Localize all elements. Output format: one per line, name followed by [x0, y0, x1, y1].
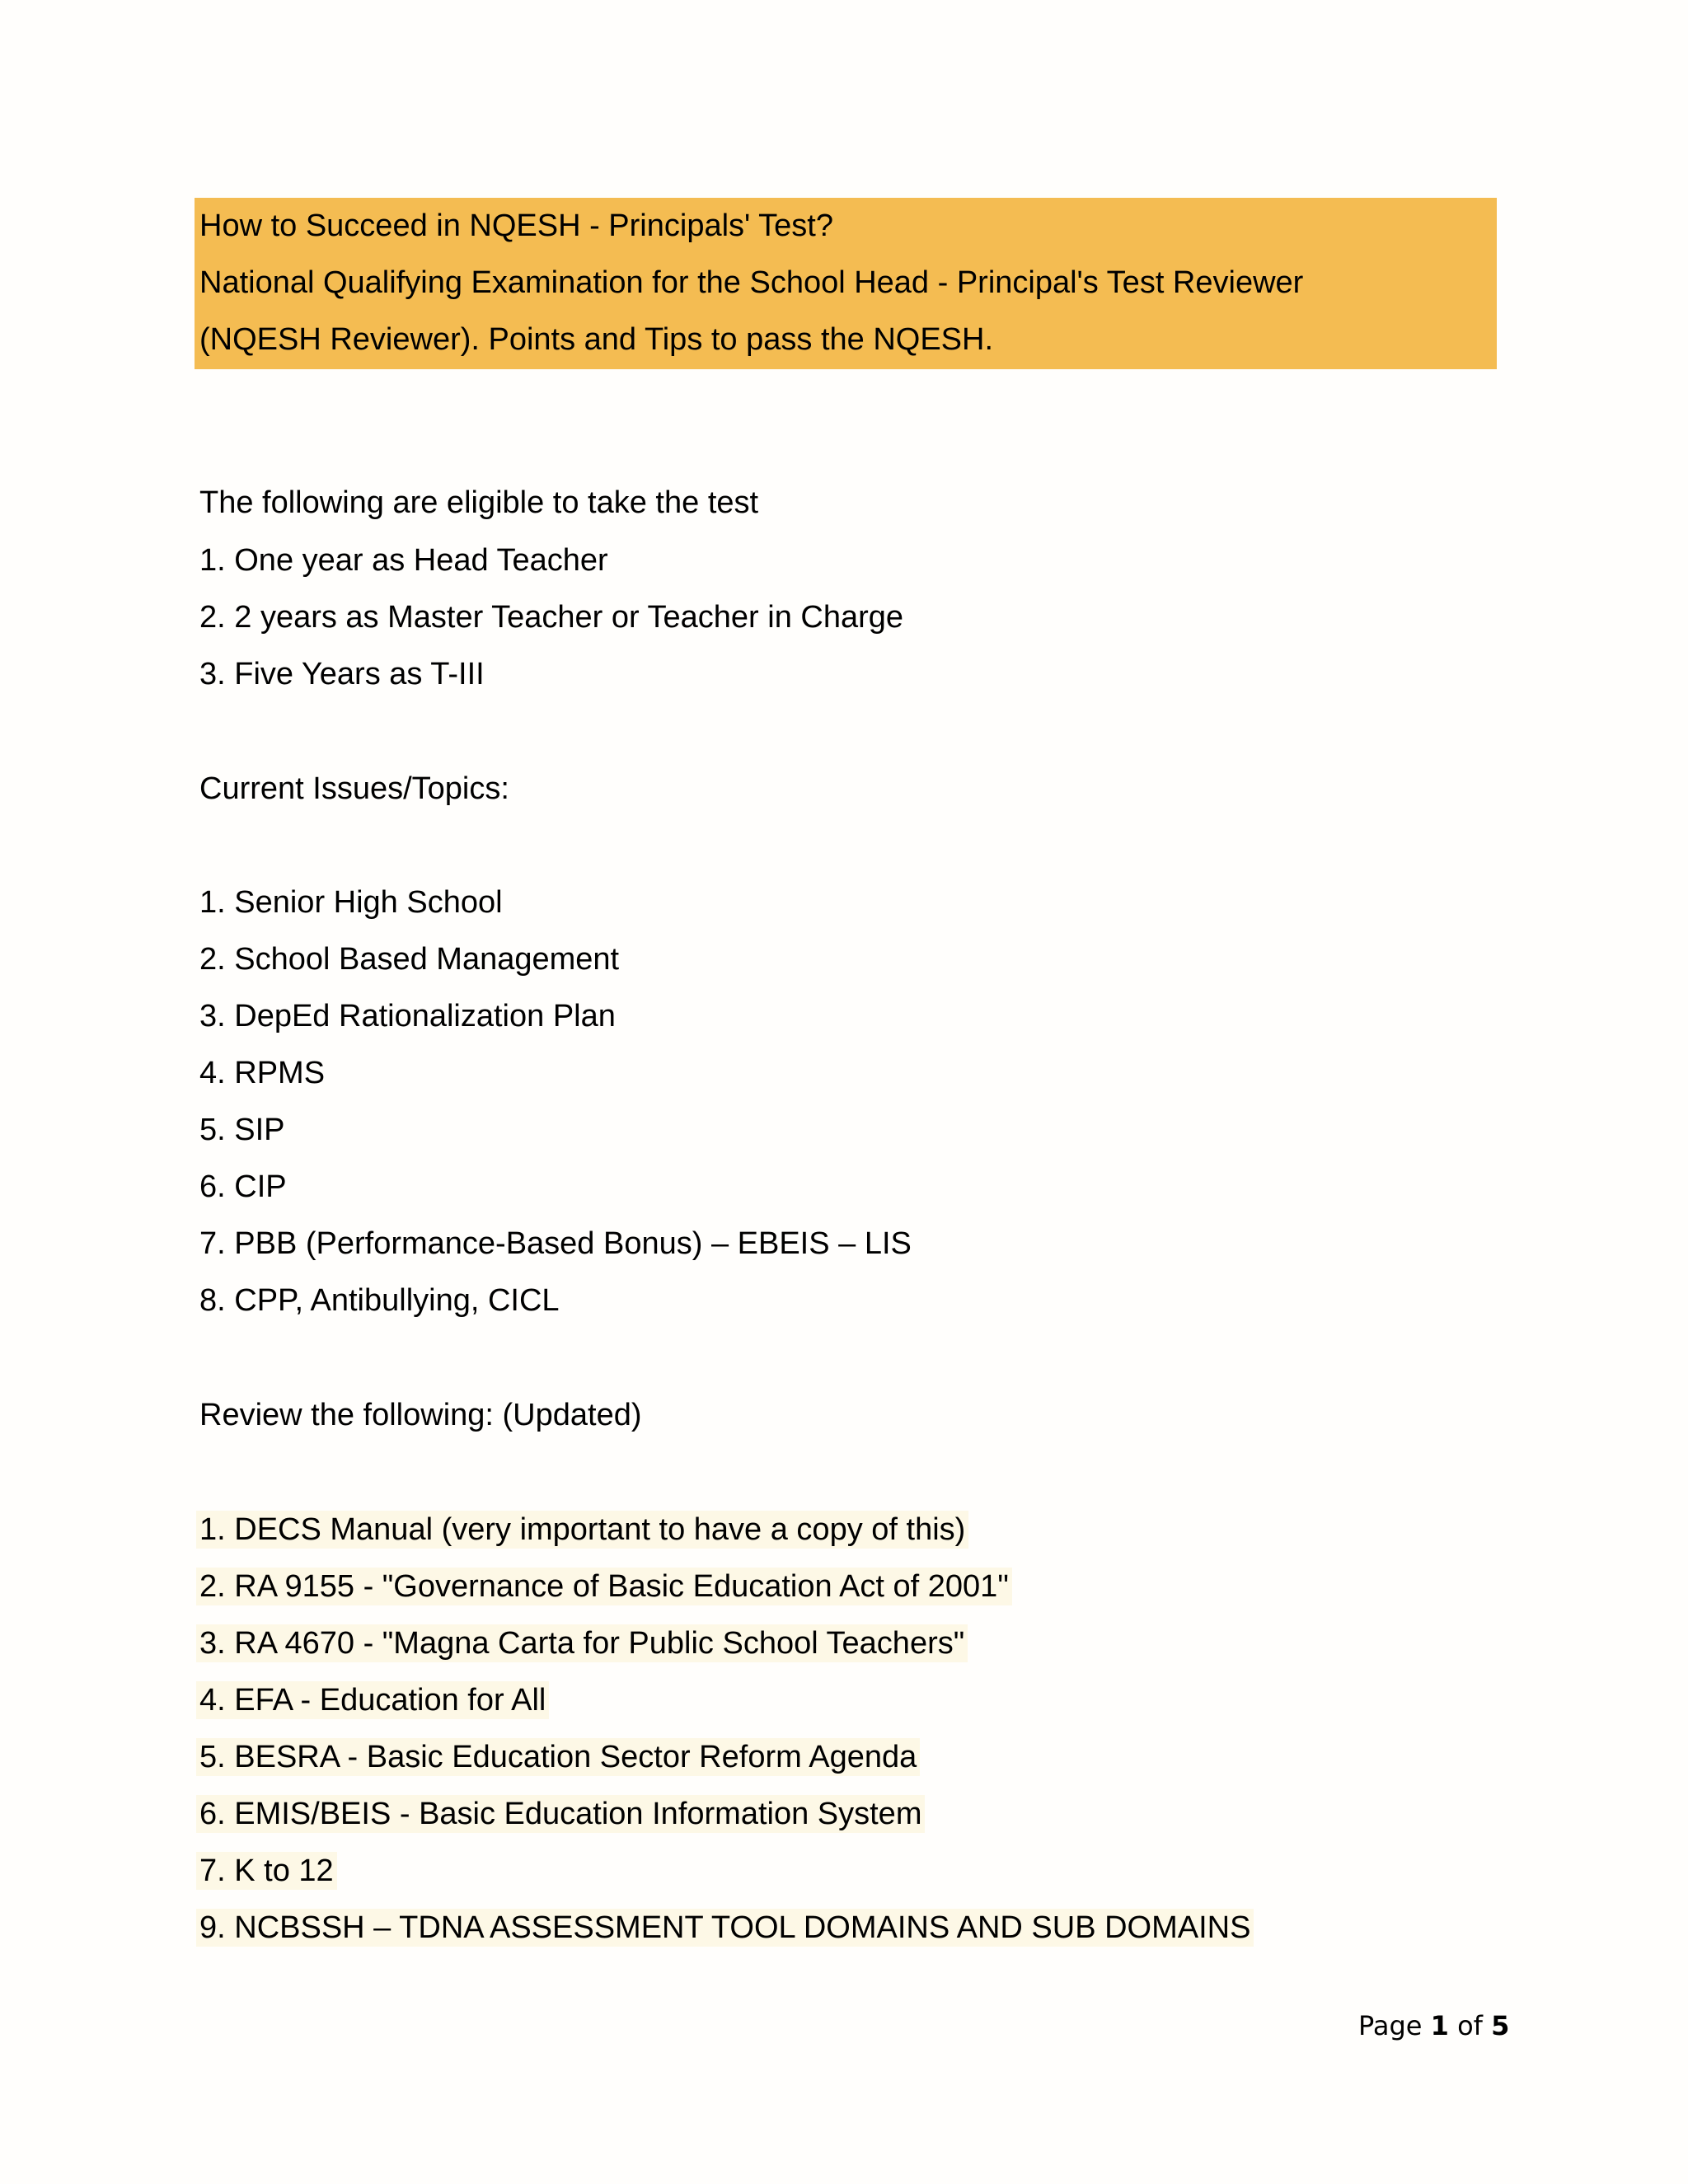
issues-item: 3. DepEd Rationalization Plan	[199, 999, 616, 1033]
review-item-text: 6. EMIS/BEIS - Basic Education Information System	[196, 1795, 925, 1833]
review-item	[199, 1680, 549, 1720]
review-item-text: 5. BESRA - Basic Education Sector Reform Agenda	[196, 1738, 920, 1776]
review-item-text: 1. DECS Manual (very important to have a copy of this)	[196, 1511, 968, 1549]
review-heading: Review the following: (Updated)	[199, 1398, 642, 1432]
title-banner	[195, 198, 1497, 369]
title-line: (NQESH Reviewer). Points and Tips to pass the NQESH.	[199, 322, 994, 357]
eligibility-item: 3. Five Years as T-III	[199, 657, 485, 691]
review-item	[199, 1624, 968, 1663]
title-line: National Qualifying Examination for the School Head - Principal's Test Reviewer	[199, 265, 1304, 300]
review-item	[199, 1567, 1012, 1606]
eligibility-heading: The following are eligible to take the test	[199, 485, 759, 520]
issues-item: 2. School Based Management	[199, 942, 620, 977]
review-item	[199, 1510, 968, 1549]
review-item	[199, 1737, 920, 1777]
page-number	[1358, 2009, 1509, 2042]
review-item-text: 3. RA 4670 - "Magna Carta for Public School Teachers"	[196, 1624, 968, 1662]
eligibility-item: 2. 2 years as Master Teacher or Teacher in Charge	[199, 600, 904, 635]
review-item-text: 4. EFA - Education for All	[196, 1681, 549, 1719]
review-item-text: 9. NCBSSH – TDNA ASSESSMENT TOOL DOMAINS AND SUB DOMAINS	[196, 1909, 1254, 1947]
page-word: Page	[1358, 2010, 1423, 2041]
issues-item: 1. Senior High School	[199, 885, 503, 920]
issues-item: 4. RPMS	[199, 1056, 326, 1090]
issues-item: 5. SIP	[199, 1113, 285, 1147]
eligibility-item: 1. One year as Head Teacher	[199, 543, 608, 578]
current-page: 1	[1430, 2010, 1449, 2041]
title-line: How to Succeed in NQESH - Principals' Test?	[199, 209, 833, 243]
issues-item: 7. PBB (Performance-Based Bonus) – EBEIS – LIS	[199, 1226, 912, 1261]
review-item	[199, 1851, 337, 1891]
issues-heading: Current Issues/Topics:	[199, 771, 509, 806]
total-pages: 5	[1491, 2010, 1510, 2041]
review-item	[199, 1794, 925, 1834]
review-item	[199, 1908, 1254, 1947]
issues-item: 6. CIP	[199, 1169, 287, 1204]
review-item-text: 7. K to 12	[196, 1852, 337, 1890]
review-item-text: 2. RA 9155 - "Governance of Basic Education Act of 2001"	[196, 1568, 1012, 1605]
of-word: of	[1457, 2010, 1483, 2041]
issues-item: 8. CPP, Antibullying, CICL	[199, 1283, 560, 1318]
